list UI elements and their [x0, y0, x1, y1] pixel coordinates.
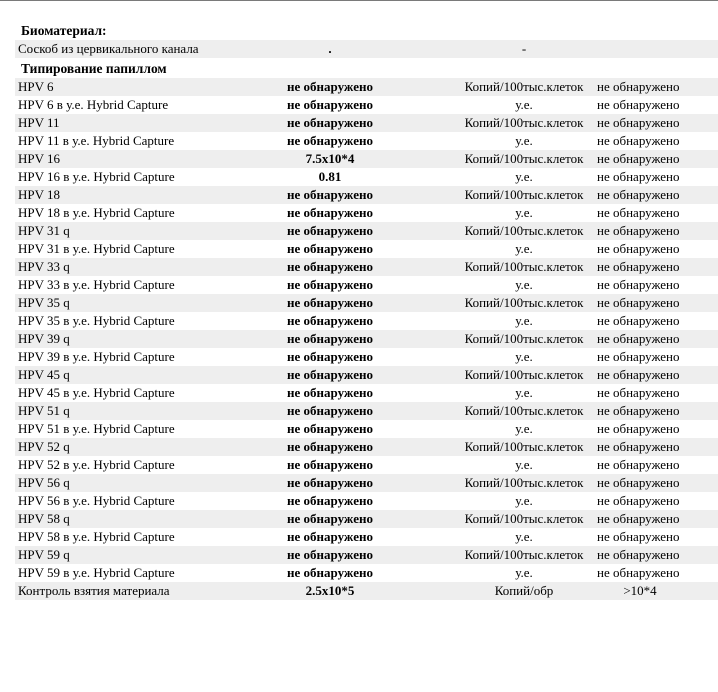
- test-unit: Копий/100тыс.клеток: [464, 187, 584, 202]
- test-result: не обнаружено: [287, 511, 373, 526]
- test-name: HPV 56 q: [18, 475, 70, 490]
- test-name: HPV 11 в у.е. Hybrid Capture: [18, 133, 175, 148]
- test-unit: Копий/100тыс.клеток: [464, 331, 584, 346]
- test-unit: Копий/100тыс.клеток: [464, 151, 584, 166]
- test-result: не обнаружено: [287, 223, 373, 238]
- test-reference: не обнаружено: [597, 493, 680, 508]
- biomaterial-row: [15, 40, 718, 58]
- test-result: не обнаружено: [287, 115, 373, 130]
- table-row: [15, 348, 718, 366]
- table-row: [15, 96, 718, 114]
- test-name: HPV 6: [18, 79, 54, 94]
- control-unit: Копий/обр: [494, 583, 554, 598]
- table-row: [15, 114, 718, 132]
- control-row: [15, 582, 718, 600]
- test-unit: у.е.: [515, 205, 533, 220]
- test-name: HPV 45 в у.е. Hybrid Capture: [18, 385, 175, 400]
- test-reference: не обнаружено: [597, 457, 680, 472]
- test-reference: не обнаружено: [597, 511, 680, 526]
- test-name: HPV 16 в у.е. Hybrid Capture: [18, 169, 175, 184]
- test-unit: Копий/100тыс.клеток: [464, 295, 584, 310]
- test-name: HPV 51 в у.е. Hybrid Capture: [18, 421, 175, 436]
- test-reference: не обнаружено: [597, 385, 680, 400]
- table-row: [15, 132, 718, 150]
- test-name: HPV 52 в у.е. Hybrid Capture: [18, 457, 175, 472]
- test-name: HPV 39 q: [18, 331, 70, 346]
- test-reference: не обнаружено: [597, 403, 680, 418]
- test-reference: не обнаружено: [597, 331, 680, 346]
- test-result: не обнаружено: [287, 403, 373, 418]
- table-row: [15, 546, 718, 564]
- test-unit: у.е.: [515, 241, 533, 256]
- table-row: [15, 276, 718, 294]
- biomaterial-unit: -: [521, 41, 527, 56]
- test-reference: не обнаружено: [597, 169, 680, 184]
- table-row: [15, 564, 718, 582]
- test-name: HPV 59 в у.е. Hybrid Capture: [18, 565, 175, 580]
- control-name: Контроль взятия материала: [18, 583, 170, 598]
- test-result: не обнаружено: [287, 421, 373, 436]
- test-reference: не обнаружено: [597, 547, 680, 562]
- test-result: не обнаружено: [287, 547, 373, 562]
- test-unit: Копий/100тыс.клеток: [464, 511, 584, 526]
- test-unit: Копий/100тыс.клеток: [464, 115, 584, 130]
- table-row: [15, 150, 718, 168]
- test-name: HPV 31 в у.е. Hybrid Capture: [18, 241, 175, 256]
- table-row: [15, 438, 718, 456]
- biomaterial-heading: Биоматериал:: [21, 23, 107, 38]
- test-unit: у.е.: [515, 349, 533, 364]
- test-name: HPV 59 q: [18, 547, 70, 562]
- test-unit: у.е.: [515, 529, 533, 544]
- biomaterial-result: .: [328, 41, 332, 56]
- table-row: [15, 240, 718, 258]
- test-name: HPV 18: [18, 187, 61, 202]
- test-name: HPV 35 в у.е. Hybrid Capture: [18, 313, 175, 328]
- test-result: не обнаружено: [287, 439, 373, 454]
- test-result: не обнаружено: [287, 277, 373, 292]
- test-result: не обнаружено: [287, 187, 373, 202]
- test-result: не обнаружено: [287, 259, 373, 274]
- test-result: не обнаружено: [287, 493, 373, 508]
- test-unit: у.е.: [515, 133, 533, 148]
- table-row: [15, 420, 718, 438]
- control-ref: >10*4: [623, 583, 657, 598]
- test-result: 0.81: [318, 169, 342, 184]
- test-unit: у.е.: [515, 277, 533, 292]
- table-row: [15, 222, 718, 240]
- table-row: [15, 402, 718, 420]
- test-result: не обнаружено: [287, 133, 373, 148]
- test-reference: не обнаружено: [597, 349, 680, 364]
- table-row: [15, 366, 718, 384]
- test-unit: у.е.: [515, 313, 533, 328]
- table-row: [15, 492, 718, 510]
- test-result: не обнаружено: [287, 313, 373, 328]
- test-result: не обнаружено: [287, 331, 373, 346]
- test-name: HPV 35 q: [18, 295, 70, 310]
- test-result: не обнаружено: [287, 529, 373, 544]
- test-reference: не обнаружено: [597, 151, 680, 166]
- test-name: HPV 6 в у.е. Hybrid Capture: [18, 97, 169, 112]
- test-unit: у.е.: [515, 493, 533, 508]
- test-unit: Копий/100тыс.клеток: [464, 403, 584, 418]
- test-reference: не обнаружено: [597, 367, 680, 382]
- test-reference: не обнаружено: [597, 223, 680, 238]
- test-name: HPV 58 в у.е. Hybrid Capture: [18, 529, 175, 544]
- test-name: HPV 18 в у.е. Hybrid Capture: [18, 205, 175, 220]
- test-reference: не обнаружено: [597, 313, 680, 328]
- test-result: не обнаружено: [287, 349, 373, 364]
- test-reference: не обнаружено: [597, 187, 680, 202]
- test-name: HPV 56 в у.е. Hybrid Capture: [18, 493, 175, 508]
- test-result: не обнаружено: [287, 79, 373, 94]
- test-reference: не обнаружено: [597, 565, 680, 580]
- test-reference: не обнаружено: [597, 277, 680, 292]
- test-result: не обнаружено: [287, 205, 373, 220]
- test-reference: не обнаружено: [597, 259, 680, 274]
- test-unit: у.е.: [515, 421, 533, 436]
- test-reference: не обнаружено: [597, 421, 680, 436]
- test-result: не обнаружено: [287, 475, 373, 490]
- test-name: HPV 45 q: [18, 367, 70, 382]
- test-result: не обнаружено: [287, 367, 373, 382]
- table-row: [15, 258, 718, 276]
- top-divider: [0, 0, 718, 1]
- test-result: не обнаружено: [287, 97, 373, 112]
- table-row: [15, 204, 718, 222]
- test-name: HPV 11: [18, 115, 60, 130]
- test-name: HPV 58 q: [18, 511, 70, 526]
- test-result: не обнаружено: [287, 385, 373, 400]
- table-row: [15, 528, 718, 546]
- test-reference: не обнаружено: [597, 205, 680, 220]
- test-reference: не обнаружено: [597, 133, 680, 148]
- biomaterial-name: Соскоб из цервикального канала: [18, 41, 199, 56]
- test-unit: у.е.: [515, 457, 533, 472]
- control-result: 2.5x10*5: [305, 583, 355, 598]
- test-reference: не обнаружено: [597, 79, 680, 94]
- test-reference: не обнаружено: [597, 295, 680, 310]
- test-reference: не обнаружено: [597, 475, 680, 490]
- table-row: [15, 168, 718, 186]
- test-reference: не обнаружено: [597, 241, 680, 256]
- table-row: [15, 78, 718, 96]
- test-result: 7.5x10*4: [305, 151, 355, 166]
- table-row: [15, 456, 718, 474]
- test-unit: Копий/100тыс.клеток: [464, 79, 584, 94]
- table-row: [15, 312, 718, 330]
- table-row: [15, 510, 718, 528]
- test-result: не обнаружено: [287, 457, 373, 472]
- test-unit: Копий/100тыс.клеток: [464, 475, 584, 490]
- test-unit: Копий/100тыс.клеток: [464, 547, 584, 562]
- test-reference: не обнаружено: [597, 439, 680, 454]
- test-name: HPV 33 в у.е. Hybrid Capture: [18, 277, 175, 292]
- typing-heading: Типирование папиллом: [21, 61, 167, 76]
- test-unit: Копий/100тыс.клеток: [464, 439, 584, 454]
- test-reference: не обнаружено: [597, 529, 680, 544]
- test-name: HPV 52 q: [18, 439, 70, 454]
- test-name: HPV 31 q: [18, 223, 70, 238]
- table-row: [15, 294, 718, 312]
- test-reference: не обнаружено: [597, 115, 680, 130]
- test-name: HPV 51 q: [18, 403, 70, 418]
- test-name: HPV 16: [18, 151, 61, 166]
- table-row: [15, 186, 718, 204]
- test-result: не обнаружено: [287, 295, 373, 310]
- table-row: [15, 330, 718, 348]
- test-unit: Копий/100тыс.клеток: [464, 259, 584, 274]
- test-unit: у.е.: [515, 385, 533, 400]
- test-unit: Копий/100тыс.клеток: [464, 367, 584, 382]
- table-row: [15, 384, 718, 402]
- test-unit: Копий/100тыс.клеток: [464, 223, 584, 238]
- test-unit: у.е.: [515, 97, 533, 112]
- test-result: не обнаружено: [287, 241, 373, 256]
- test-unit: у.е.: [515, 169, 533, 184]
- test-name: HPV 33 q: [18, 259, 70, 274]
- table-row: [15, 474, 718, 492]
- test-reference: не обнаружено: [597, 97, 680, 112]
- test-name: HPV 39 в у.е. Hybrid Capture: [18, 349, 175, 364]
- test-unit: у.е.: [515, 565, 533, 580]
- test-result: не обнаружено: [287, 565, 373, 580]
